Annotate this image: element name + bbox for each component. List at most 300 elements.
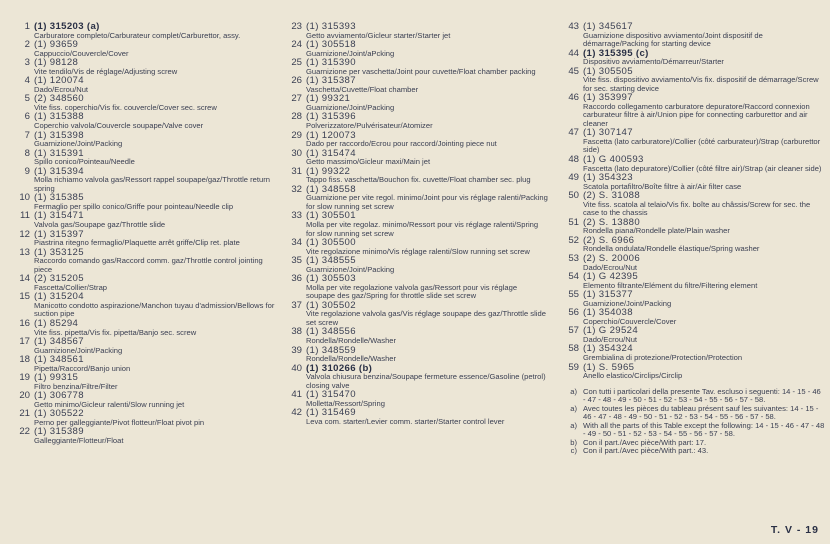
part-description: Coperchio/Couvercle/Cover	[583, 316, 677, 326]
part-entry	[14, 22, 276, 40]
part-quantity-code: (1) 85294	[34, 317, 79, 329]
part-entry	[286, 167, 548, 185]
part-description: Guarnizione/Joint/Packing	[306, 102, 395, 112]
part-description: Vite regolazione minimo/Vis réglage ralenti/Slow running set screw	[306, 246, 530, 256]
part-entry	[563, 326, 825, 344]
part-entry	[286, 390, 548, 408]
part-description: Getto minimo/Gicleur ralenti/Slow running jet	[34, 399, 185, 409]
part-quantity-code: (1) 315396	[306, 111, 356, 123]
part-description: Dado/Ecrou/Nut	[583, 334, 638, 344]
part-entry-body	[34, 149, 276, 167]
part-entry	[286, 58, 548, 76]
part-description: Scatola portafiltro/Boîte filtre à air/Air filter case	[583, 181, 742, 191]
part-entry-body	[34, 167, 276, 194]
part-entry	[14, 193, 276, 211]
part-entry-body	[306, 167, 548, 185]
footnote-label: b)	[570, 437, 577, 447]
part-quantity-code: (2) S. 20006	[583, 252, 640, 264]
part-quantity-code: (1) G 29524	[583, 325, 639, 337]
part-entry	[286, 274, 548, 301]
part-entry-body	[34, 355, 276, 373]
part-description: Raccordo collegamento carburatore depuratore/Raccord connexion carburateur filtre à air/Union pipe for connecting carburettor and air cleaner	[583, 101, 810, 128]
part-quantity-code: (1) 305503	[306, 273, 356, 285]
part-entry	[14, 167, 276, 194]
part-ref-number: 58	[568, 343, 579, 355]
part-entry	[563, 67, 825, 94]
part-quantity-code: (1) 99322	[306, 165, 351, 177]
part-quantity-code: (2) 348560	[34, 93, 84, 105]
footnotes	[563, 388, 825, 456]
part-description: Vite tendilo/Vis de réglage/Adjusting screw	[34, 66, 178, 76]
part-ref-number: 34	[291, 237, 302, 249]
part-entry-body	[306, 112, 548, 130]
part-entry-body	[34, 427, 276, 445]
part-description: Rondella/Rondelle/Washer	[306, 354, 397, 364]
part-entry	[14, 131, 276, 149]
part-ref-number: 23	[291, 21, 302, 32]
part-ref-number: 57	[568, 325, 579, 337]
part-entry	[563, 236, 825, 254]
part-ref-number: 40	[291, 362, 302, 374]
part-description: Galleggiante/Flotteur/Float	[34, 436, 124, 446]
part-ref-number: 19	[19, 372, 30, 384]
part-ref-number: 30	[291, 147, 302, 159]
part-description: Grembialina di protezione/Protection/Protection	[583, 353, 743, 362]
part-quantity-code: (1) 315395 (c)	[583, 47, 649, 59]
part-entry	[14, 211, 276, 229]
part-entry	[286, 256, 548, 274]
part-entry	[286, 238, 548, 256]
part-quantity-code: (1) 315385	[34, 192, 84, 204]
part-entry-body	[583, 326, 825, 344]
part-entry	[14, 427, 276, 445]
part-description: Rondella piana/Rondelle plate/Plain washer	[583, 226, 730, 236]
part-ref-number: 41	[291, 389, 302, 401]
part-ref-number: 16	[19, 317, 30, 329]
part-quantity-code: (1) 98128	[34, 57, 79, 69]
footnote-text: Con tutti i particolari della presente Tav. escluso i seguenti: 14 - 15 - 46 - 47 - 48 - 49 - 50 - 51 - 52 - 53 - 54 - 55 - 56 - 57 - 58.	[583, 386, 821, 405]
part-entry	[14, 337, 276, 355]
part-description: Molla richiamo valvola gas/Ressort rappel soupape/gaz/Throttle return spring	[34, 175, 270, 193]
part-quantity-code: (2) S. 31088	[583, 190, 640, 202]
part-description: Guarnizione/Joint/Packing	[306, 264, 395, 274]
part-description: Vite fiss. dispositivo avviamento/Vis fix. dispositif de démarrage/Screw for sec. starting device	[583, 75, 819, 93]
part-quantity-code: (1) 315470	[306, 389, 356, 401]
part-entry-body	[34, 94, 276, 112]
part-entry	[563, 128, 825, 155]
part-quantity-code: (1) 315377	[583, 289, 633, 301]
part-entry	[14, 230, 276, 248]
part-entry	[14, 355, 276, 373]
part-ref-number: 10	[19, 192, 30, 204]
part-ref-number: 6	[24, 111, 30, 123]
part-entry-body	[306, 22, 548, 40]
part-quantity-code: (1) 315391	[34, 147, 84, 159]
footnote-label: a)	[570, 420, 577, 430]
part-entry	[14, 319, 276, 337]
part-quantity-code: (1) 348556	[306, 326, 356, 338]
part-entry	[563, 308, 825, 326]
part-entry-body	[583, 173, 825, 191]
part-entry-body	[34, 58, 276, 76]
part-description: Dado/Ecrou/Nut	[34, 84, 89, 94]
part-ref-number: 20	[19, 390, 30, 402]
part-quantity-code: (1) 315469	[306, 407, 356, 419]
part-description: Raccordo comando gas/Raccord comm. gaz/Throttle control jointing piece	[34, 256, 263, 274]
part-description: Guarnizione per vite regol. minimo/Joint pour vis réglage ralenti/Packing for slow running set screw	[306, 193, 548, 211]
part-ref-number: 15	[19, 291, 30, 303]
footnote-text: Con il part./Avec pièce/With part.: 43.	[583, 446, 709, 456]
footnote-label: a)	[570, 386, 577, 396]
part-ref-number: 36	[291, 273, 302, 285]
part-entry	[14, 76, 276, 94]
part-entry	[14, 274, 276, 292]
part-entry-body	[34, 211, 276, 229]
part-entry-body	[583, 67, 825, 94]
part-ref-number: 18	[19, 354, 30, 366]
part-entry-body	[306, 256, 548, 274]
part-quantity-code: (1) 348559	[306, 344, 356, 356]
part-description: Guarnizione per vaschetta/Joint pour cuvette/Float chamber packing	[306, 66, 536, 76]
part-entry-body	[306, 364, 548, 391]
part-description: Tappo fiss. vaschetta/Bouchon fix. cuvette/Float chamber sec. plug	[306, 175, 531, 185]
part-ref-number: 12	[19, 228, 30, 240]
part-quantity-code: (1) 315394	[34, 165, 84, 177]
part-entry	[286, 211, 548, 238]
part-description: Dado/Ecrou/Nut	[583, 262, 638, 272]
part-entry-body	[583, 363, 825, 381]
part-entry-body	[34, 373, 276, 391]
part-entry-body	[306, 94, 548, 112]
part-description: Cappuccio/Couvercle/Cover	[34, 48, 129, 58]
part-entry-body	[583, 236, 825, 254]
part-description: Perno per galleggiante/Pivot flotteur/Float pivot pin	[34, 417, 205, 427]
part-entry-body	[306, 76, 548, 94]
parts-column-3-entries	[563, 22, 825, 381]
part-quantity-code: (1) 99315	[34, 372, 79, 384]
part-description: Leva com. starter/Levier comm. starter/Starter control lever	[306, 416, 505, 426]
part-entry	[14, 391, 276, 409]
part-quantity-code: (1) 305522	[34, 408, 84, 420]
part-entry	[286, 364, 548, 391]
part-quantity-code: (1) 310266 (b)	[306, 362, 373, 374]
footnote-text: Con il part./Avec pièce/With part: 17.	[583, 437, 707, 447]
part-ref-number: 50	[568, 190, 579, 202]
part-description: Manicotto condotto aspirazione/Manchon tuyau d'admission/Bellows for suction pipe	[34, 300, 275, 319]
part-entry	[14, 149, 276, 167]
part-description: Molla per vite regolazione valvola gas/Ressort pour vis réglage soupape des gaz/Spring for throttle slide set screw	[306, 282, 518, 301]
part-quantity-code: (1) 315397	[34, 228, 84, 240]
part-quantity-code: (2) S. 6966	[583, 234, 635, 246]
part-description: Guarnizione/Joint/aPcking	[306, 48, 395, 58]
part-quantity-code: (1) 353125	[34, 246, 84, 258]
part-quantity-code: (1) 348561	[34, 354, 84, 366]
part-entry-body	[306, 149, 548, 167]
part-entry-body	[34, 391, 276, 409]
part-quantity-code: (1) 120074	[34, 75, 84, 87]
parts-column-2	[286, 22, 548, 426]
part-entry-body	[306, 185, 548, 212]
part-ref-number: 46	[568, 92, 579, 104]
part-entry	[286, 112, 548, 130]
part-description: Dispositivo avviamento/Démarreur/Starter	[583, 57, 724, 67]
part-quantity-code: (1) 315389	[34, 426, 84, 438]
part-entry	[286, 185, 548, 212]
part-entry	[563, 218, 825, 236]
part-entry-body	[34, 76, 276, 94]
part-description: Vite regolazione valvola gas/Vis réglage soupape des gaz/Throttle slide set screw	[306, 309, 546, 327]
part-entry-body	[306, 408, 548, 426]
part-description: Vite fiss. scatola al telaio/Vis fix. boîte au châssis/Screw for sec. the case to the chassis	[583, 199, 811, 218]
part-entry	[286, 131, 548, 149]
part-entry-body	[306, 346, 548, 364]
part-description: Guarnizione/Joint/Packing	[34, 139, 123, 149]
part-entry	[286, 346, 548, 364]
part-entry	[286, 94, 548, 112]
page-number: T. V - 19	[770, 524, 819, 536]
part-entry-body	[306, 238, 548, 256]
part-description: Piastrina ritegno fermaglio/Plaquette arrêt griffe/Clip ret. plate	[34, 238, 240, 248]
part-ref-number: 54	[568, 271, 579, 283]
part-ref-number: 37	[291, 299, 302, 311]
part-entry	[563, 191, 825, 218]
part-entry-body	[306, 131, 548, 149]
part-entry-body	[34, 230, 276, 248]
footnote-label: c)	[570, 446, 577, 456]
part-entry-body	[583, 93, 825, 128]
part-description: Elemento filtrante/Elément du filtre/Filtering element	[583, 280, 758, 290]
part-entry-body	[583, 22, 825, 49]
part-quantity-code: (1) 315471	[34, 210, 84, 222]
part-quantity-code: (1) S. 5965	[583, 361, 635, 373]
part-quantity-code: (1) 307147	[583, 127, 633, 139]
part-ref-number: 17	[19, 336, 30, 347]
part-ref-number: 48	[568, 153, 579, 165]
part-description: Getto avviamento/Gicleur starter/Starter jet	[306, 30, 451, 40]
part-entry-body	[34, 274, 276, 292]
part-quantity-code: (1) 305505	[583, 65, 633, 77]
part-ref-number: 29	[291, 129, 302, 141]
part-quantity-code: (1) G 42395	[583, 271, 639, 283]
part-quantity-code: (1) 353997	[583, 92, 633, 104]
part-ref-number: 44	[568, 47, 579, 59]
part-ref-number: 35	[291, 255, 302, 267]
part-ref-number: 32	[291, 183, 302, 195]
part-ref-number: 21	[19, 408, 30, 420]
part-description: Pipetta/Raccord/Banjo union	[34, 363, 131, 373]
part-ref-number: 25	[291, 57, 302, 69]
part-entry-body	[583, 254, 825, 272]
part-entry-body	[34, 22, 276, 40]
parts-column-3	[563, 22, 825, 456]
part-quantity-code: (1) 315474	[306, 147, 356, 159]
part-description: Anello elastico/Circlips/Circlip	[583, 371, 683, 381]
part-description: Molla per vite regolaz. minimo/Ressort pour vis réglage ralenti/Spring for slow running set screw	[306, 220, 539, 238]
part-quantity-code: (1) 305518	[306, 39, 356, 51]
part-description: Getto massimo/Gicleur maxi/Main jet	[306, 157, 431, 167]
part-entry	[14, 40, 276, 58]
part-entry-body	[34, 40, 276, 58]
part-ref-number: 45	[568, 65, 579, 77]
parts-column-1	[14, 22, 276, 446]
part-ref-number: 47	[568, 127, 579, 139]
part-entry	[14, 58, 276, 76]
part-quantity-code: (1) 348558	[306, 183, 356, 195]
part-entry-body	[306, 390, 548, 408]
part-ref-number: 3	[24, 57, 30, 69]
part-ref-number: 28	[291, 111, 302, 123]
part-description: Fascetta/Collier/Strap	[34, 282, 108, 292]
part-quantity-code: (1) 315390	[306, 57, 356, 69]
part-entry	[563, 155, 825, 173]
footnote	[563, 422, 825, 439]
part-quantity-code: (1) 120073	[306, 129, 356, 141]
part-ref-number: 7	[24, 129, 30, 141]
part-ref-number: 11	[20, 210, 30, 222]
part-entry-body	[34, 292, 276, 319]
part-description: Polverizzatore/Pulvérisateur/Atomizer	[306, 121, 433, 131]
part-description: Vite fiss. coperchio/Vis fix. couvercle/Cover sec. screw	[34, 102, 217, 112]
part-entry-body	[306, 274, 548, 301]
part-quantity-code: (1) 354038	[583, 307, 633, 319]
part-entry-body	[34, 319, 276, 337]
part-entry	[14, 94, 276, 112]
part-entry	[14, 409, 276, 427]
part-quantity-code: (1) 348555	[306, 255, 356, 267]
part-entry	[563, 272, 825, 290]
part-ref-number: 9	[24, 165, 30, 177]
part-quantity-code: (1) G 400593	[583, 153, 644, 165]
part-entry-body	[34, 131, 276, 149]
part-ref-number: 14	[19, 273, 30, 285]
part-description: Coperchio valvola/Couvercle soupape/Valve cover	[34, 121, 204, 131]
part-quantity-code: (1) 305501	[306, 210, 356, 222]
part-ref-number: 31	[291, 165, 302, 177]
part-description: Dado per raccordo/Ecrou pour raccord/Jointing piece nut	[306, 139, 497, 149]
footnote	[563, 405, 825, 422]
part-entry	[286, 40, 548, 58]
part-ref-number: 33	[291, 210, 302, 222]
part-entry	[286, 76, 548, 94]
part-entry	[563, 254, 825, 272]
part-entry-body	[583, 191, 825, 218]
part-quantity-code: (2) S. 13880	[583, 216, 640, 228]
part-description: Guarnizione/Joint/Packing	[34, 345, 123, 355]
part-ref-number: 53	[568, 252, 579, 264]
part-ref-number: 8	[24, 147, 30, 159]
part-description: Guarnizione/Joint/Packing	[583, 298, 672, 308]
part-entry-body	[583, 155, 825, 173]
part-entry	[286, 301, 548, 328]
part-entry-body	[34, 409, 276, 427]
footnote-label: a)	[570, 403, 577, 413]
part-description: Guarnizione dispositivo avviamento/Joint dispositif de démarrage/Packing for starting device	[583, 30, 763, 49]
part-quantity-code: (1) 315387	[306, 75, 356, 87]
part-ref-number: 26	[291, 75, 302, 87]
part-quantity-code: (1) 315398	[34, 129, 84, 141]
footnote-text: Avec toutes les pièces du tableau présent sauf les suivantes: 14 - 15 - 46 - 47 - 48 - 49 - 50 - 51 - 52 - 53 - 54 - 55 - 56 - 57 - 58.	[583, 403, 819, 422]
part-ref-number: 43	[568, 21, 579, 32]
part-ref-number: 1	[24, 21, 30, 32]
part-entry	[14, 248, 276, 275]
part-ref-number: 51	[568, 216, 579, 228]
part-description: Molletta/Ressort/Spring	[306, 398, 385, 408]
part-quantity-code: (1) 305500	[306, 237, 356, 249]
part-entry-body	[583, 344, 825, 362]
footnote	[563, 447, 825, 456]
part-entry	[14, 112, 276, 130]
part-quantity-code: (1) 315388	[34, 111, 84, 123]
part-ref-number: 39	[291, 344, 302, 356]
part-entry	[563, 344, 825, 362]
part-ref-number: 55	[568, 289, 579, 301]
part-ref-number: 24	[291, 39, 302, 51]
part-description: Fascetta (lato depuratore)/Collier (côté filtre air)/Strap (air cleaner side)	[583, 163, 822, 173]
part-entry-body	[306, 40, 548, 58]
part-description: Vaschetta/Cuvette/Float chamber	[306, 84, 419, 94]
part-quantity-code: (1) 315204	[34, 291, 84, 303]
part-ref-number: 56	[568, 307, 579, 319]
part-ref-number: 5	[24, 93, 30, 105]
part-ref-number: 38	[291, 326, 302, 338]
part-ref-number: 4	[24, 75, 30, 87]
part-description: Rondella ondulata/Rondelle élastique/Spring washer	[583, 244, 760, 254]
part-entry-body	[306, 211, 548, 238]
part-entry	[286, 149, 548, 167]
part-description: Filtro benzina/Filtre/Filter	[34, 381, 118, 391]
part-entry-body	[583, 272, 825, 290]
part-quantity-code: (1) 305502	[306, 299, 356, 311]
part-entry	[286, 327, 548, 345]
part-entry-body	[583, 308, 825, 326]
part-ref-number: 52	[568, 234, 579, 246]
part-entry-body	[583, 128, 825, 155]
part-description: Carburatore completo/Carburateur complet/Carburettor, assy.	[34, 30, 241, 40]
part-description: Fascetta (lato carburatore)/Collier (côté carburateur)/Strap (carburettor side)	[583, 136, 821, 155]
part-ref-number: 49	[568, 172, 579, 184]
part-entry	[286, 22, 548, 40]
part-quantity-code: (1) 348567	[34, 336, 84, 347]
part-entry-body	[583, 290, 825, 308]
part-ref-number: 59	[568, 361, 579, 373]
part-quantity-code: (1) 354324	[583, 343, 633, 355]
part-entry	[563, 363, 825, 381]
part-quantity-code: (1) 99321	[306, 93, 351, 105]
part-description: Valvola gas/Soupape gaz/Throttle slide	[34, 220, 166, 230]
part-entry-body	[34, 337, 276, 355]
part-quantity-code: (1) 315393	[306, 21, 356, 32]
part-quantity-code: (1) 93659	[34, 39, 79, 51]
part-entry	[563, 173, 825, 191]
part-ref-number: 22	[19, 426, 30, 438]
part-description: Vite fiss. pipetta/Vis fix. pipetta/Banjo sec. screw	[34, 327, 197, 337]
part-description: Fermaglio per spillo conico/Griffe pour pointeau/Needle clip	[34, 201, 234, 211]
part-entry-body	[306, 301, 548, 328]
part-entry-body	[34, 112, 276, 130]
part-ref-number: 42	[291, 407, 302, 419]
part-entry-body	[583, 218, 825, 236]
part-entry	[14, 373, 276, 391]
part-ref-number: 13	[19, 246, 30, 258]
part-quantity-code: (1) 354323	[583, 172, 633, 184]
part-ref-number: 2	[24, 39, 30, 51]
part-quantity-code: (1) 345617	[583, 21, 633, 32]
part-entry	[14, 292, 276, 319]
part-entry	[563, 49, 825, 67]
part-quantity-code: (1) 306778	[34, 390, 84, 402]
part-description: Rondella/Rondelle/Washer	[306, 336, 397, 345]
part-ref-number: 27	[291, 93, 302, 105]
